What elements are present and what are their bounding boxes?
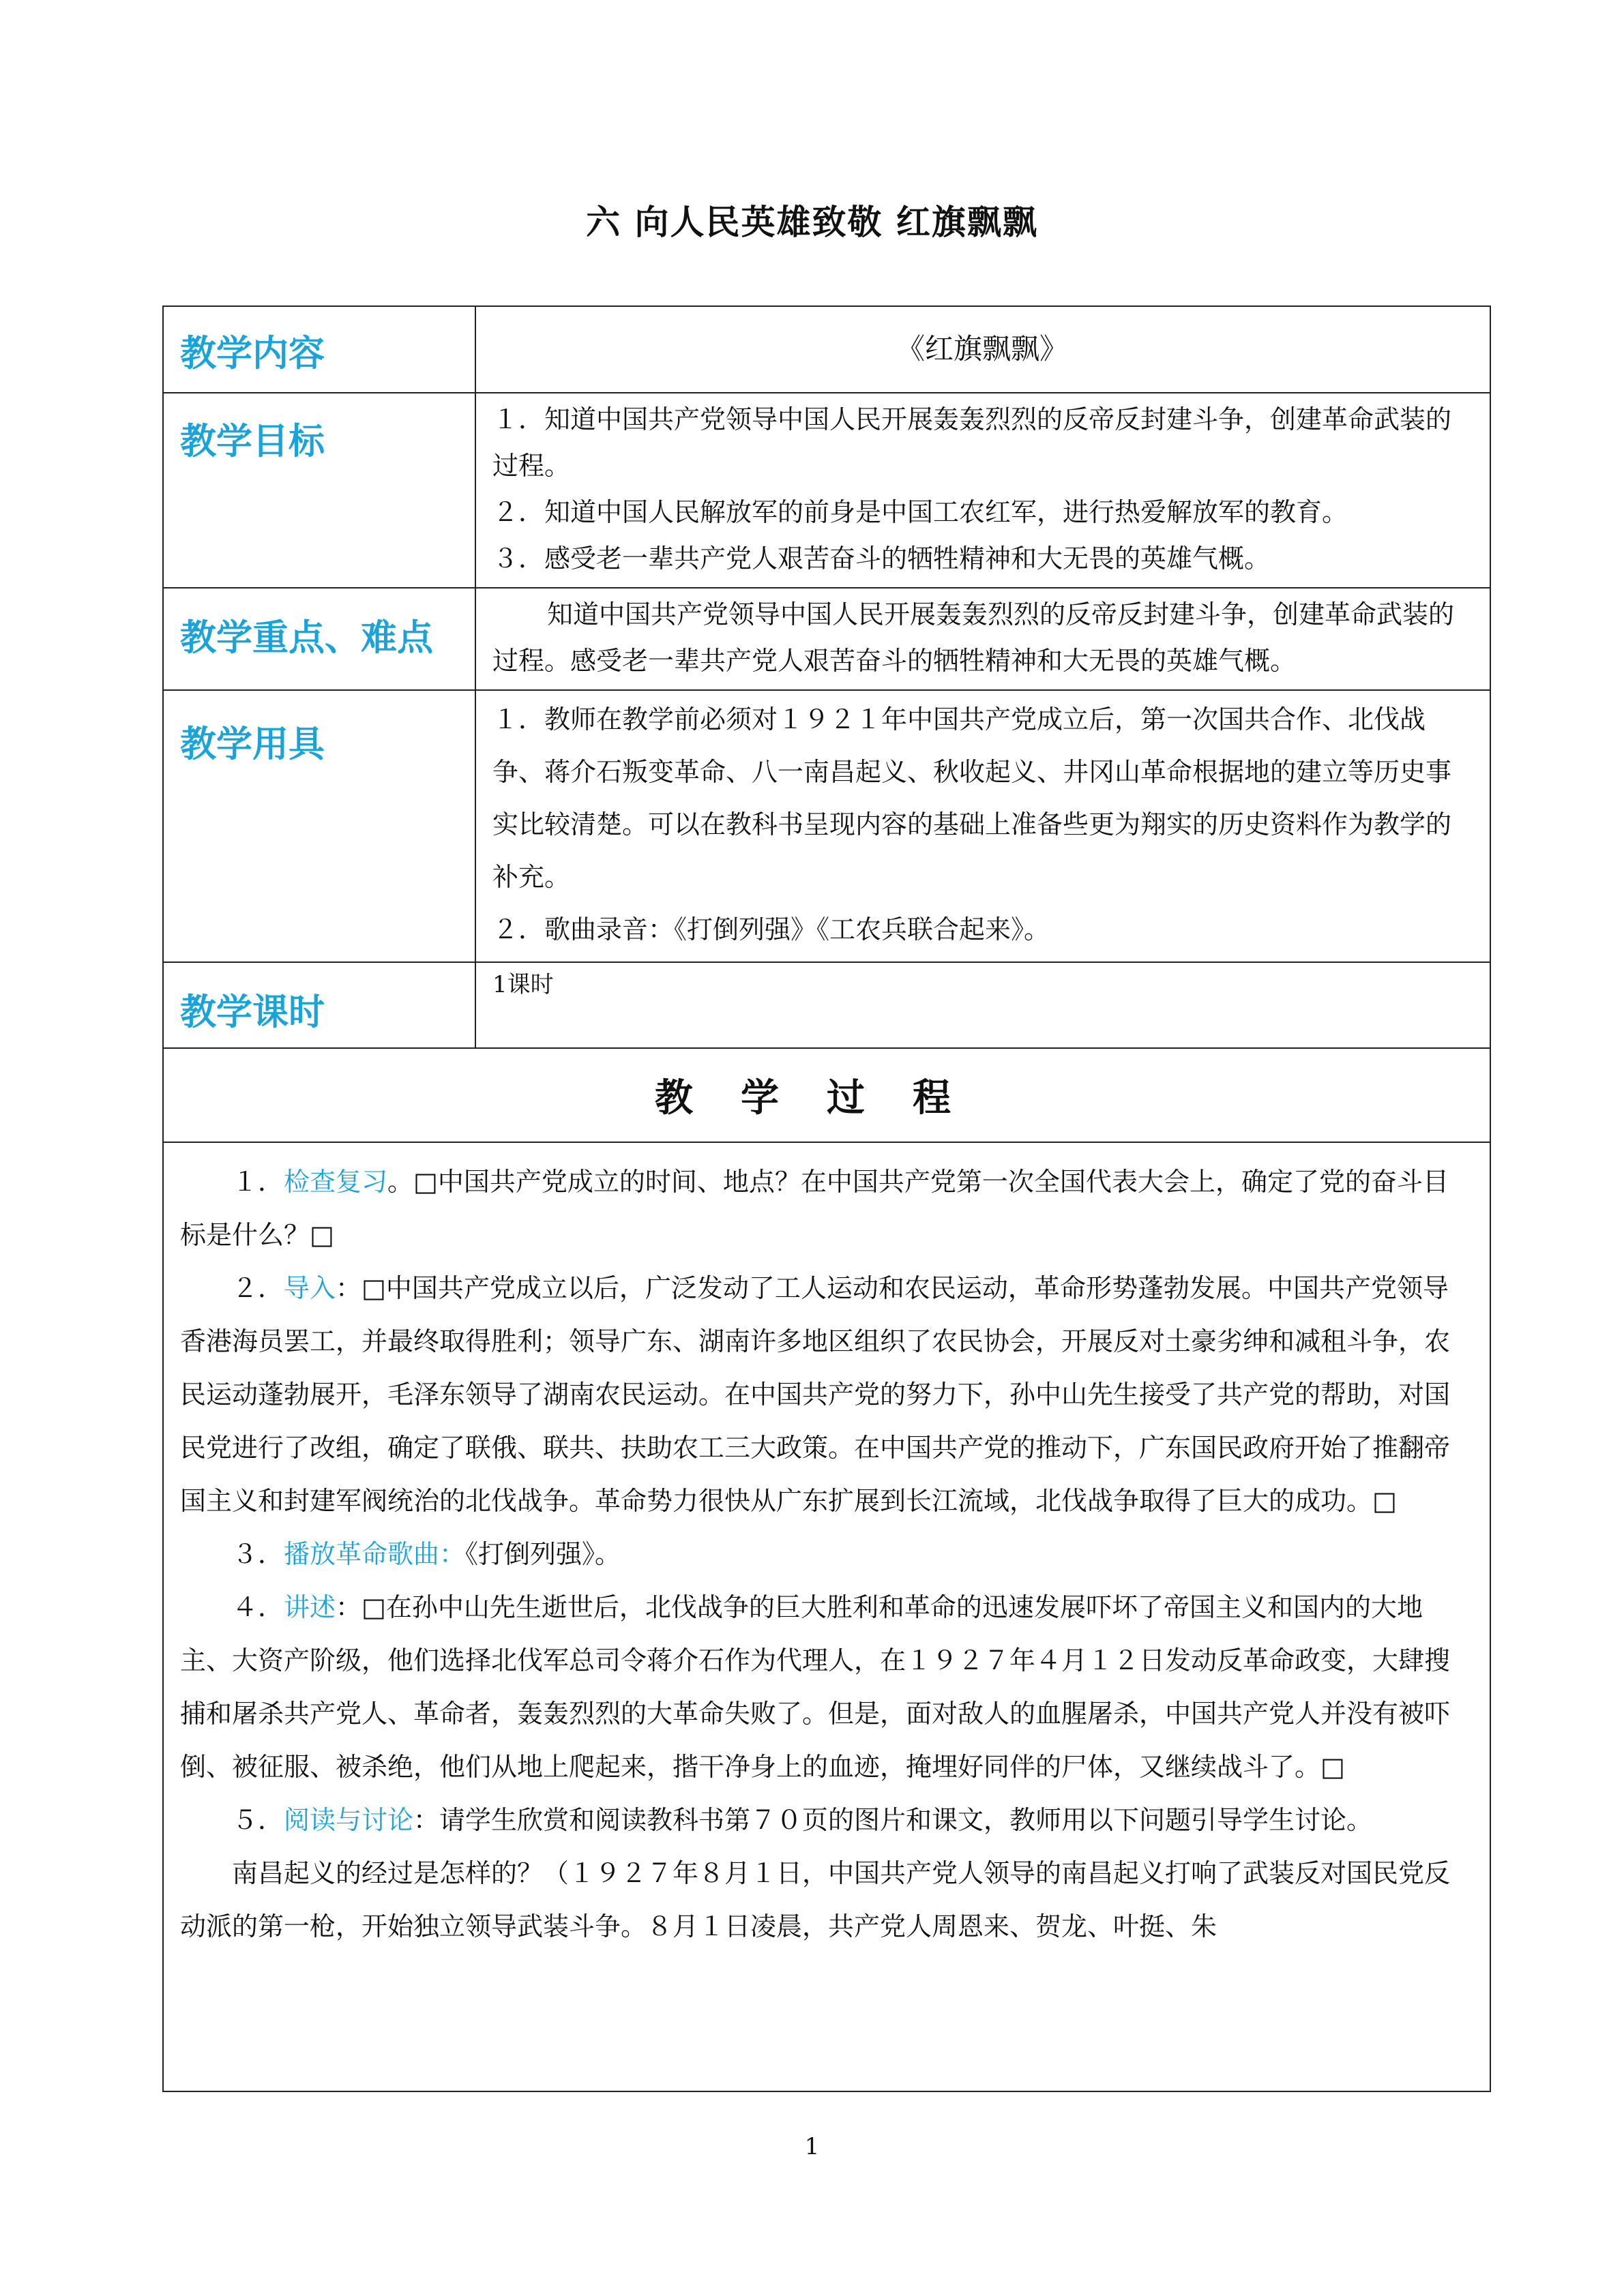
- process-body: [164, 1143, 1490, 2091]
- heading-cell: [163, 1048, 1490, 1142]
- value-cell: [475, 962, 1490, 1048]
- step-text: ：请学生欣赏和阅读教科书第７０页的图片和课文，教师用以下问题引导学生讨论。: [413, 1805, 1373, 1835]
- process-heading: 教学过程: [655, 1076, 999, 1120]
- step-keyword: 阅读与讨论: [284, 1805, 414, 1835]
- step-keyword: 导入: [284, 1273, 336, 1303]
- step-num: ４．: [232, 1592, 284, 1622]
- hours-value: 1课时: [492, 971, 554, 998]
- label-cell: [163, 306, 475, 393]
- value-cell: [475, 588, 1490, 690]
- step-keyword: 讲述: [284, 1592, 336, 1622]
- row-focus: [163, 588, 1490, 690]
- step-keyword: 检查复习: [284, 1167, 388, 1197]
- page-number: 1: [804, 2133, 820, 2160]
- hours-label: 教学课时: [180, 992, 325, 1033]
- value-cell: [475, 393, 1490, 588]
- step-keyword: 播放革命歌曲：: [284, 1539, 466, 1569]
- row-process: [163, 1142, 1490, 2091]
- process-qa: 南昌起义的经过是怎样的？（１９２７年８月１日，中国共产党人领导的南昌起义打响了武装反对国民党反动派的第一枪，开始独立领导武装斗争。８月１日凌晨，共产党人周恩来、贺龙、叶挺、朱: [180, 1858, 1451, 1941]
- tools-label: 教学用具: [180, 724, 325, 765]
- label-cell: [163, 393, 475, 588]
- row-goals: [163, 393, 1490, 588]
- row-process-heading: [163, 1048, 1490, 1142]
- process-step: [180, 1527, 1472, 1581]
- content-value: 《红旗飘飘》: [896, 332, 1068, 366]
- goal-item: １．知道中国共产党领导中国人民开展轰轰烈烈的反帝反封建斗争，创建革命武装的过程。: [492, 404, 1452, 481]
- process-cell: [163, 1142, 1490, 2091]
- goals-label: 教学目标: [180, 421, 325, 462]
- process-step: [180, 1793, 1472, 1847]
- value-cell: [475, 690, 1490, 962]
- step-num: ２．: [232, 1273, 284, 1303]
- tool-item: １．教师在教学前必须对１９２１年中国共产党成立后，第一次国共合作、北伐战争、蒋介石叛变革命、八一南昌起义、秋收起义、井冈山革命根据地的建立等历史事实比较清楚。可以在教科书呈现内容的基础上准备些更为翔实的历史资料作为教学的补充。: [492, 704, 1452, 892]
- goal-item: ２．知道中国人民解放军的前身是中国工农红军，进行热爱解放军的教育。: [492, 497, 1348, 527]
- row-content: [163, 306, 1490, 393]
- page-title: 六 向人民英雄致敬 红旗飘飘: [586, 203, 1038, 242]
- label-cell: [163, 962, 475, 1048]
- lesson-plan-table: [162, 305, 1491, 2092]
- goal-item: ３．感受老一辈共产党人艰苦奋斗的牺牲精神和大无畏的英雄气概。: [492, 543, 1271, 573]
- process-step: [180, 1581, 1472, 1793]
- focus-label: 教学重点、难点: [180, 617, 433, 659]
- content-label: 教学内容: [180, 333, 325, 374]
- process-step: [180, 1262, 1472, 1527]
- label-cell: [163, 690, 475, 962]
- step-text: ：□中国共产党成立以后，广泛发动了工人运动和农民运动，革命形势蓬勃发展。中国共产党领导香港海员罢工，并最终取得胜利；领导广东、湖南许多地区组织了农民协会，开展反对土豪劣绅和减租斗争，农民运动蓬勃展开，毛泽东领导了湖南农民运动。在中国共产党的努力下，孙中山先生接受了共产党的帮助，对国民党进行了改组，确定了联俄、联共、扶助农工三大政策。在中国共产党的推动下，广东国民政府开始了推翻帝国主义和封建军阀统治的北伐战争。革命势力很快从广东扩展到长江流域，北伐战争取得了巨大的成功。□: [180, 1273, 1451, 1516]
- step-num: ５．: [232, 1805, 284, 1835]
- label-cell: [163, 588, 475, 690]
- tool-item: ２．歌曲录音：《打倒列强》《工农兵联合起来》。: [492, 914, 1050, 944]
- step-text: 。□中国共产党成立的时间、地点？在中国共产党第一次全国代表大会上，确定了党的奋斗目标是什么？□: [180, 1167, 1449, 1250]
- focus-text: 知道中国共产党领导中国人民开展轰轰烈烈的反帝反封建斗争，创建革命武装的过程。感受老一辈共产党人艰苦奋斗的牺牲精神和大无畏的英雄气概。: [492, 599, 1455, 676]
- process-step: [180, 1155, 1472, 1262]
- step-num: １．: [232, 1167, 284, 1197]
- step-num: ３．: [232, 1539, 284, 1569]
- step-text: 《打倒列强》。: [465, 1539, 621, 1569]
- row-tools: [163, 690, 1490, 962]
- row-hours: [163, 962, 1490, 1048]
- value-cell: [475, 306, 1490, 393]
- step-text: ：□在孙中山先生逝世后，北伐战争的巨大胜利和革命的迅速发展吓坏了帝国主义和国内的大地主、大资产阶级，他们选择北伐军总司令蒋介石作为代理人，在１９２７年４月１２日发动反革命政变，大肆搜捕和屠杀共产党人、革命者，轰轰烈烈的大革命失败了。但是，面对敌人的血腥屠杀，中国共产党人并没有被吓倒、被征服、被杀绝，他们从地上爬起来，揩干净身上的血迹，掩埋好同伴的尸体，又继续战斗了。□: [180, 1592, 1451, 1782]
